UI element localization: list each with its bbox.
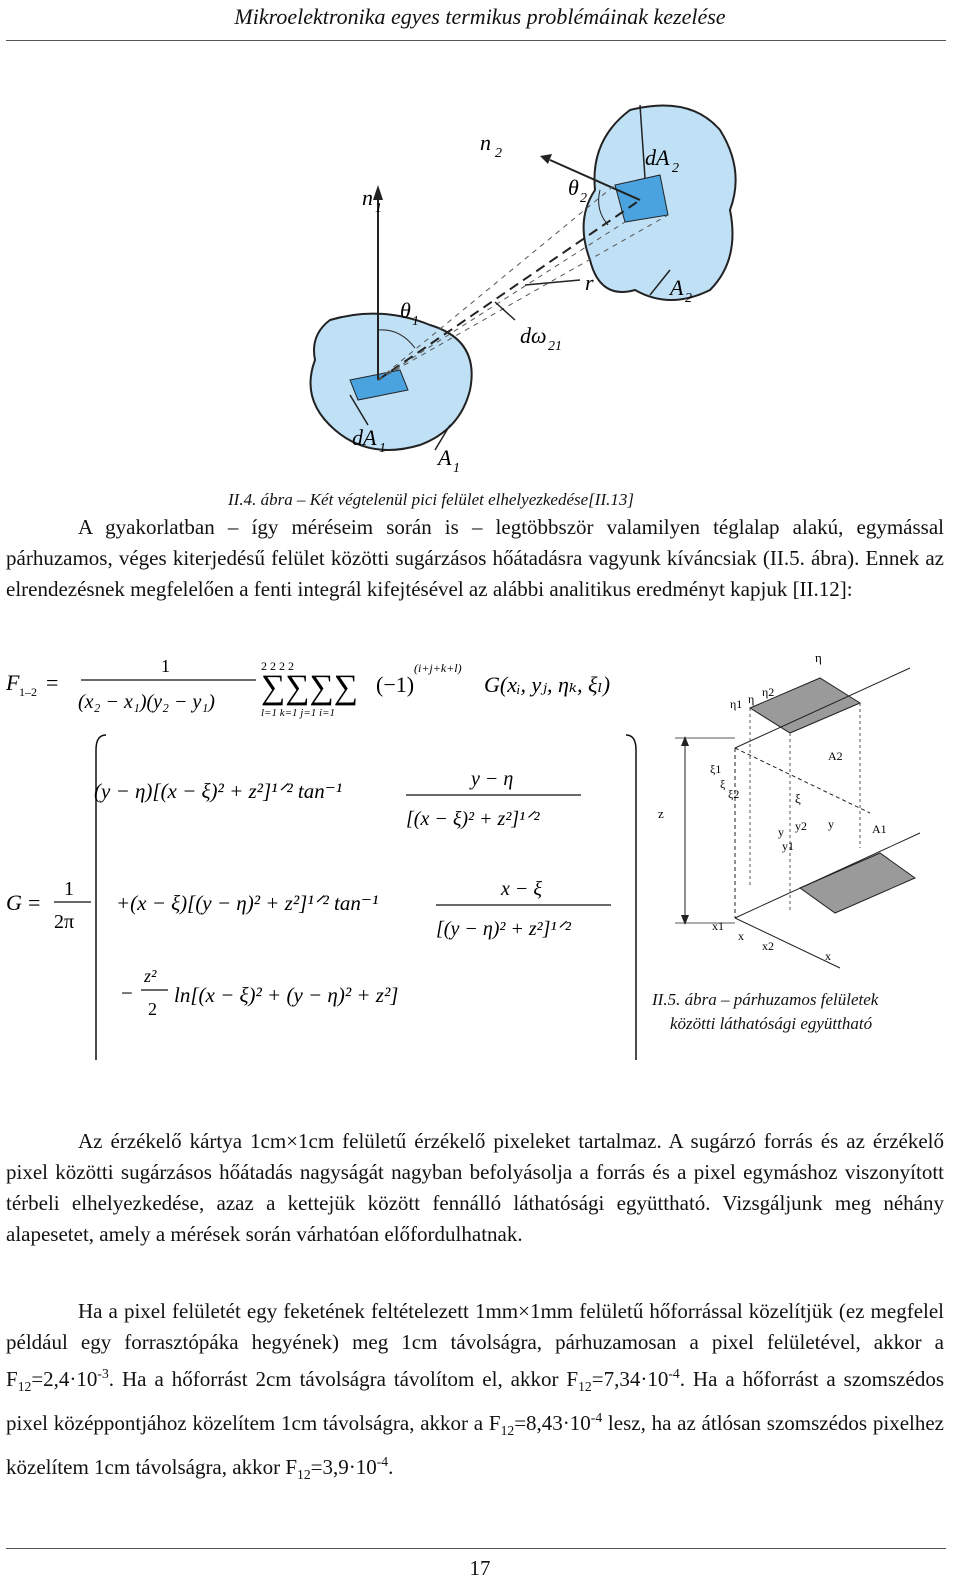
figure-caption-ii4: II.4. ábra – Két végtelenül pici felület elhelyezkedése[II.13] <box>228 490 634 509</box>
svg-text:1: 1 <box>64 878 74 900</box>
label-eta-axis: η <box>815 650 822 665</box>
svg-text:1: 1 <box>379 441 386 456</box>
svg-text:G: G <box>6 890 22 915</box>
svg-text:(x₂ − x₁)(y₂ − y₁): (x₂ − x₁)(y₂ − y₁) <box>78 691 215 713</box>
svg-text:ξ: ξ <box>795 791 801 806</box>
svg-text:2: 2 <box>148 999 157 1019</box>
page-header-title: Mikroelektronika egyes termikus problémáinak kezelése <box>234 4 726 29</box>
svg-text:1–2: 1–2 <box>19 685 37 699</box>
label-domega: dω <box>520 323 547 348</box>
svg-text:2: 2 <box>685 291 692 306</box>
svg-text:G(xᵢ, yⱼ, ηₖ, ξₗ): G(xᵢ, yⱼ, ηₖ, ξₗ) <box>484 672 611 697</box>
svg-text:y: y <box>828 817 834 831</box>
svg-text:1: 1 <box>412 314 419 329</box>
svg-text:y: y <box>778 825 784 839</box>
svg-text:[(x − ξ)² + z²]¹ᐟ²: [(x − ξ)² + z²]¹ᐟ² <box>406 808 540 830</box>
svg-text:21: 21 <box>548 339 562 354</box>
label-theta1: θ <box>400 298 411 323</box>
svg-text:−: − <box>121 981 133 1005</box>
svg-text:x: x <box>825 949 831 963</box>
header-divider <box>6 40 946 41</box>
figure-caption-ii5-line1: II.5. ábra – párhuzamos felületek <box>652 990 879 1009</box>
equation-g <box>6 730 646 1070</box>
svg-text:1: 1 <box>453 461 460 476</box>
svg-text:ln[(x − ξ)² + (y − η)² + z²]: ln[(x − ξ)² + (y − η)² + z²] <box>174 983 399 1007</box>
svg-text:A1: A1 <box>872 822 887 836</box>
svg-text:1: 1 <box>161 656 170 676</box>
label-n1: n <box>362 185 373 210</box>
svg-text:(y − η)[(x − ξ)² + z²]¹ᐟ² tan⁻: (y − η)[(x − ξ)² + z²]¹ᐟ² tan⁻¹ <box>94 779 343 803</box>
svg-text:ξ2: ξ2 <box>728 787 740 801</box>
svg-text:+(x − ξ)[(y − η)² + z²]¹ᐟ² tan: +(x − ξ)[(y − η)² + z²]¹ᐟ² tan⁻¹ <box>116 891 379 915</box>
figure-parallel-surfaces <box>650 648 950 988</box>
footer-divider <box>6 1548 946 1549</box>
svg-text:ξ: ξ <box>720 777 726 791</box>
svg-text:∑∑∑∑: ∑∑∑∑ <box>261 669 358 706</box>
svg-text:2 2 2 2: 2 2 2 2 <box>261 659 294 673</box>
svg-text:η: η <box>748 692 755 706</box>
label-da1: dA <box>352 425 377 450</box>
svg-text:2: 2 <box>580 191 587 206</box>
page-number: 17 <box>469 1556 491 1580</box>
svg-text:1: 1 <box>375 201 382 216</box>
svg-text:F: F <box>6 670 20 695</box>
paragraph-intro: A gyakorlatban – így méréseim során is – legtöbbször valamilyen téglalap alakú, egymással párhuzamos, véges kiterjedésű felület közötti sugárzásos hőátadásra vagyunk kíváncsiak (II.5. ábra). Ennek az elrendezésnek megfelelően a fenti integrál kifejtésével az alábbi analitikus eredményt kapjuk [II.12]: <box>6 515 944 601</box>
svg-text:x2: x2 <box>762 939 774 953</box>
svg-text:(i+j+k+l): (i+j+k+l) <box>414 661 462 675</box>
label-r: r <box>585 270 594 295</box>
svg-text:x: x <box>738 929 744 943</box>
svg-text:=: = <box>46 670 59 695</box>
svg-text:2: 2 <box>672 161 679 176</box>
paragraph-results: Ha a pixel felületét egy feketének feltételezett 1mm×1mm felületű hőforrással közelítjük (ez megfelel például egy forrasztópáka hegyének) meg 1cm távolságra, párhuzamosan a pixel felületével, akkor a $F_{12}=2,4\cdot 10^{-3}$. Ha a hőforrást 2cm távolságra távolítom el, akkor $F_{12}=7,34\cdot 10^{-4}$. Ha a hőforrást a szomszédos pixel középpontjához közelítem 1cm távolságra, akkor a $F_{12}=8,43\cdot 10^{-4}$ lesz, ha az átlósan szomszédos pixelhez közelítem 1cm távolságra, akkor $F_{12}=3,9\cdot 10^{-4}$. <box>6 1299 944 1483</box>
svg-text:l=1 k=1 j=1 i=1: l=1 k=1 j=1 i=1 <box>261 707 335 719</box>
figure-two-surfaces <box>290 90 750 490</box>
label-z: z <box>658 806 664 821</box>
svg-text:ξ1: ξ1 <box>710 762 722 776</box>
equation-f12 <box>6 650 656 730</box>
svg-text:η2: η2 <box>762 685 775 699</box>
svg-text:y1: y1 <box>782 839 794 853</box>
svg-text:A2: A2 <box>828 749 843 763</box>
svg-text:x − ξ: x − ξ <box>501 878 542 900</box>
figure-caption-ii5-line2: közötti láthatósági együttható <box>670 1014 873 1033</box>
svg-text:y − η: y − η <box>471 768 514 790</box>
label-a2: A <box>670 275 684 300</box>
label-da2: dA <box>645 145 670 170</box>
paragraph-sensor: Az érzékelő kártya 1cm×1cm felületű érzékelő pixeleket tartalmaz. A sugárzó forrás és az érzékelő pixel közötti sugárzásos hőátadás nagyságát nagyban befolyásolja a forrás és a pixel egymáshoz viszonyított térbeli elhelyezkedése, azaz a kettejük között fennálló láthatósági együttható. Vizsgáljunk meg néhány alapesetet, amely a mérések során várhatóan előfordulhatnak. <box>6 1129 944 1246</box>
svg-text:(−1): (−1) <box>376 672 415 697</box>
svg-text:x1: x1 <box>712 919 724 933</box>
svg-text:[(y − η)² + z²]¹ᐟ²: [(y − η)² + z²]¹ᐟ² <box>436 918 571 940</box>
svg-text:2: 2 <box>495 146 502 161</box>
svg-text:y2: y2 <box>795 819 807 833</box>
label-a1: A <box>438 445 452 470</box>
label-n2: n <box>480 130 491 155</box>
svg-text:2π: 2π <box>54 911 75 933</box>
svg-text:z²: z² <box>144 966 157 986</box>
label-theta2: θ <box>568 175 579 200</box>
svg-text:η1: η1 <box>730 697 743 711</box>
svg-text:=: = <box>28 890 41 915</box>
